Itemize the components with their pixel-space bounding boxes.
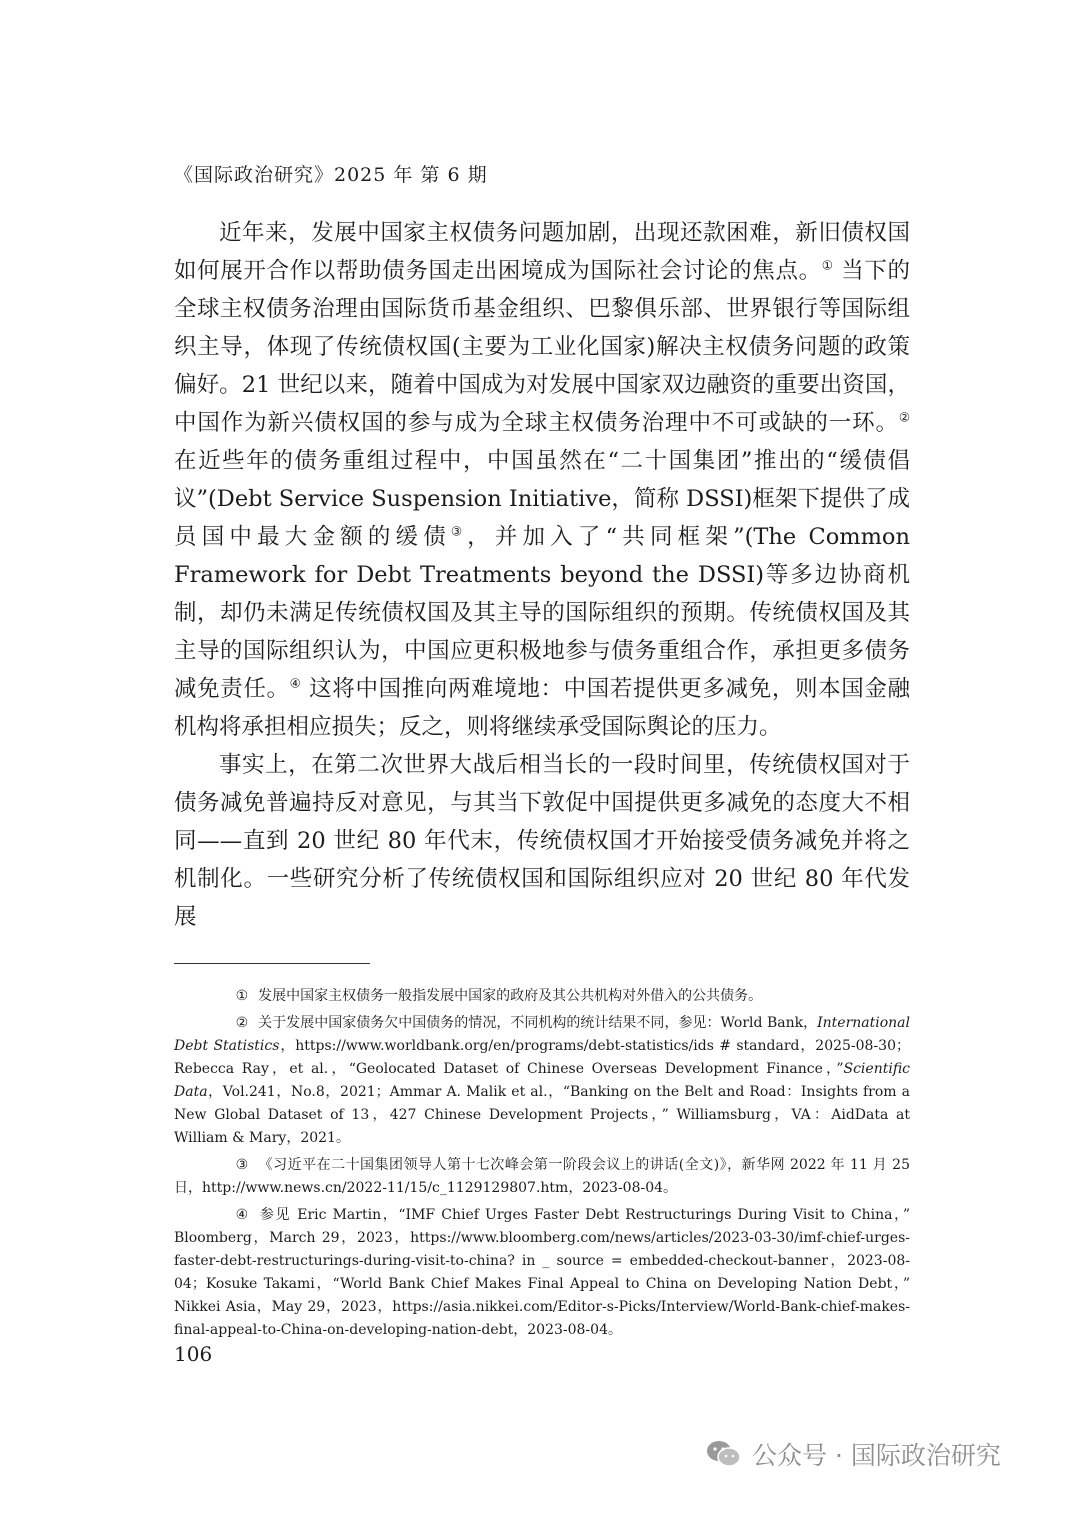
footnote-ref-4[interactable]: ④ — [289, 676, 302, 691]
p1-sentence-1: 近年来，发展中国家主权债务问题加剧，出现还款困难，新旧债权国如何展开合作以帮助债务国走出困境成为国际社会讨论的焦点。 — [174, 220, 910, 284]
paragraph-2: 事实上，在第二次世界大战后相当长的一段时间里，传统债权国对于债务减免普遍持反对意见，与其当下敦促中国提供更多减免的态度大不相同——直到 20 世纪 80 年代末，传统债权国才开始接受债务减免并将之机制化。一些研究分析了传统债权国和国际组织应对 20 世纪 80 年代发展 — [174, 752, 910, 930]
footnote-text: ，https://www.worldbank.org/en/programs/debt-statistics/ids # standard，2025-08-30；Rebecca Ray，et al.，“Geolocated Dataset of Chinese Overseas Development Finance，” — [174, 1038, 911, 1077]
footnote-2 — [174, 1012, 910, 1150]
footnote-4 — [174, 1204, 910, 1342]
p1-sentence-4: ，并加入了“共同框架”(The Common Framework for Debt Treatments beyond the DSSI)等多边协商机制，却仍未满足传统债权国及其主导的国际组织的预期。传统债权国及其主导的国际组织认为，中国应更积极地参与债务重组合作，承担更多债务减免责任。 — [174, 524, 910, 702]
footnote-mark: ③ — [235, 1157, 249, 1173]
watermark-text: 公众号 · 国际政治研究 — [752, 1441, 1001, 1470]
footnote-text: 《习近平在二十国集团领导人第十七次峰会第一阶段会议上的讲话(全文)》，新华网 2022 年 11 月 25 日，http://www.news.cn/2022-11/15/c_1129129807.htm，2023-08-04。 — [174, 1157, 910, 1196]
footnote-divider — [174, 963, 370, 964]
footnote-italic-title: Scientific Data — [174, 1061, 910, 1100]
running-head: 《国际政治研究》2025 年 第 6 期 — [174, 164, 488, 186]
footnote-mark: ④ — [235, 1207, 249, 1223]
p1-sentence-2: 当下的全球主权债务治理由国际货币基金组织、巴黎俱乐部、世界银行等国际组织主导，体现了传统债权国(主要为工业化国家)解决主权债务问题的政策偏好。21 世纪以来，随着中国成为对发展中国家双边融资的重要出资国，中国作为新兴债权国的参与成为全球主权债务治理中不可或缺的一环。 — [174, 258, 910, 436]
footnote-ref-1[interactable]: ① — [821, 258, 834, 273]
footnote-3 — [174, 1154, 910, 1200]
page-number: 106 — [174, 1342, 213, 1366]
footnote-text: 关于发展中国家债务欠中国债务的情况，不同机构的统计结果不同，参见：World Bank， — [258, 1015, 818, 1031]
article-body — [174, 214, 910, 936]
footnote-ref-3[interactable]: ③ — [450, 524, 468, 539]
footnote-italic-title: International Debt Statistics — [174, 1015, 910, 1054]
footnote-mark: ② — [235, 1015, 249, 1031]
p1-sentence-3: 在近些年的债务重组过程中，中国虽然在“二十国集团”推出的“缓债倡议”(Debt Service Suspension Initiative，简称 DSSI)框架下提供了成员国中最大金额的缓债 — [174, 448, 910, 550]
footnotes — [174, 985, 910, 1346]
footnote-text: 参见 Eric Martin，“IMF Chief Urges Faster Debt Restructurings During Visit to China，” Bloomberg，March 29，2023，https://www.bloomberg.com/news/articles/2023-03-30/imf-chief-urges-faster-debt-restructurings-during-visit-to-china? in _ source = embedded-checkout-banner，2023-08-04；Kosuke Takami，“World Bank Chief Makes Final Appeal to China on Developing Nation Debt，” Nikkei Asia，May 29，2023，https://asia.nikkei.com/Editor-s-Picks/Interview/World-Bank-chief-makes-final-appeal-to-China-on-developing-nation-debt，2023-08-04。 — [174, 1207, 910, 1338]
footnote-mark: ① — [235, 988, 249, 1004]
footnote-1 — [174, 985, 910, 1008]
footnote-text: 发展中国家主权债务一般指发展中国家的政府及其公共机构对外借入的公共债务。 — [258, 988, 763, 1004]
footnote-ref-2[interactable]: ② — [898, 410, 910, 425]
paragraph-1 — [174, 214, 910, 746]
p1-sentence-5: 这将中国推向两难境地：中国若提供更多减免，则本国金融机构将承担相应损失；反之，则将继续承受国际舆论的压力。 — [174, 676, 910, 740]
footnote-text: ，Vol.241，No.8，2021；Ammar A. Malik et al.，“Banking on the Belt and Road：Insights from a New Global Dataset of 13，427 Chinese Development Projects，” Williamsburg，VA：AidData at William & Mary，2021。 — [174, 1084, 910, 1146]
watermark — [706, 1436, 1001, 1472]
wechat-icon — [706, 1439, 742, 1469]
